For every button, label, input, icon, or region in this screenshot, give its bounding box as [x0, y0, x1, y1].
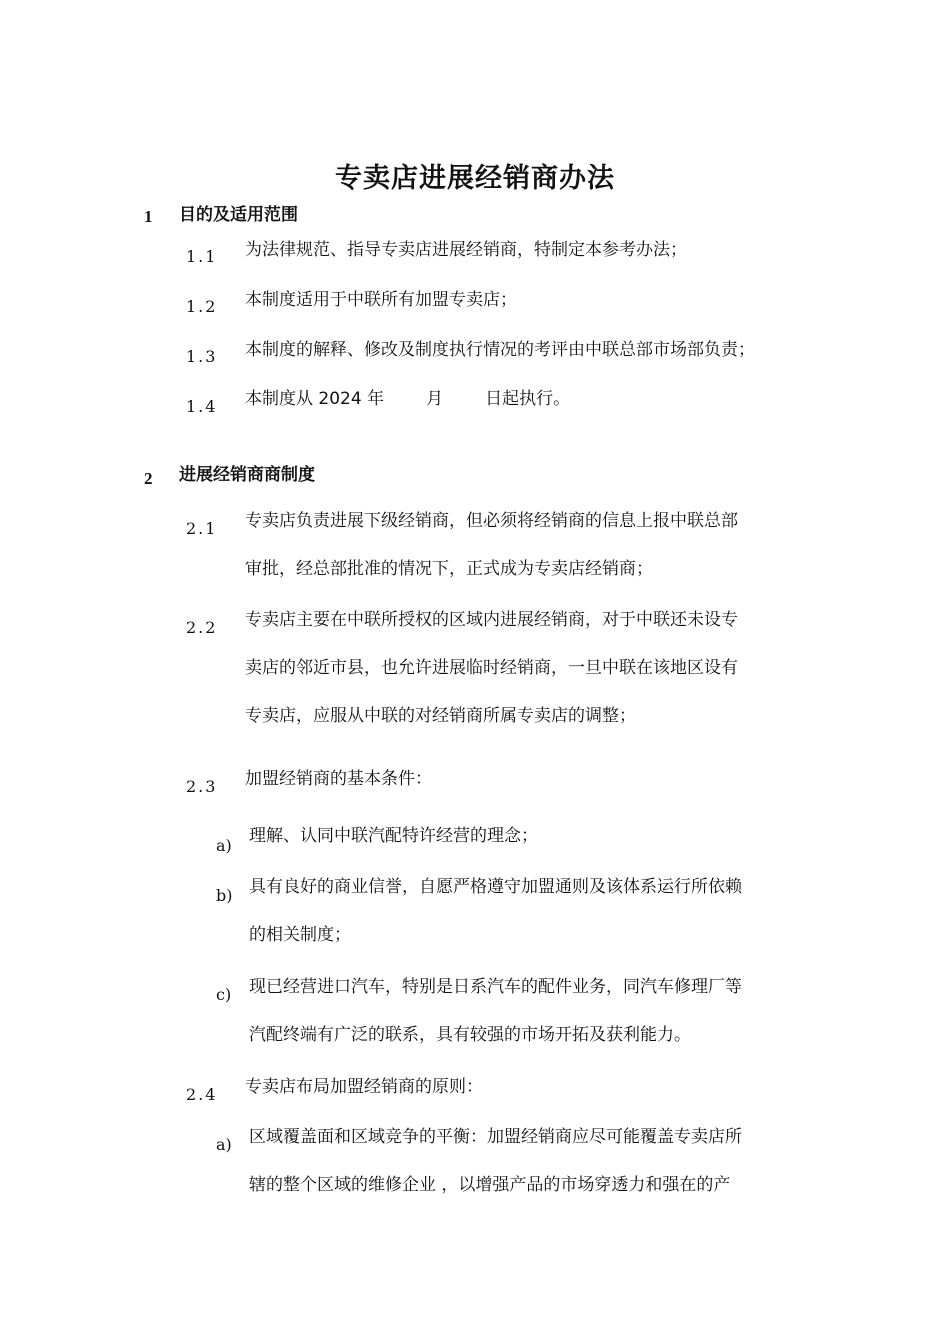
item-text: 专卖店布局加盟经销商的原则： — [245, 1077, 483, 1097]
page-title: 专卖店进展经销商办法 — [335, 163, 615, 194]
item-text: 加盟经销商的基本条件： — [245, 769, 432, 789]
sub-item-text: 具有良好的商业信誉，自愿严格遵守加盟通则及该体系运行所依赖 的相关制度； — [249, 877, 742, 945]
sub-item-letter: b) — [216, 886, 233, 905]
section-title: 目的及适用范围 — [179, 205, 298, 225]
item-number: 1.4 — [186, 397, 218, 416]
sub-item-letter: a) — [216, 836, 232, 855]
sub-item-text: 现已经营进口汽车，特别是日系汽车的配件业务，同汽车修理厂等 汽配终端有广泛的联系，具有较强的市场开拓及获利能力。 — [249, 977, 742, 1045]
item-number: 1.3 — [186, 347, 218, 366]
item-number: 1.1 — [186, 247, 218, 266]
item-number: 2.3 — [186, 777, 218, 796]
item-text: 专卖店负责进展下级经销商，但必须将经销商的信息上报中联总部 审批，经总部批准的情况下，正式成为专卖店经销商； — [245, 511, 738, 579]
item-text: 本制度从 2024 年 月 日起执行。 — [245, 389, 571, 409]
sub-item-letter: c) — [216, 985, 232, 1004]
section-title: 进展经销商商制度 — [179, 465, 315, 485]
item-text: 为法律规范、指导专卖店进展经销商，特制定本参考办法； — [245, 240, 687, 260]
item-text: 专卖店主要在中联所授权的区域内进展经销商，对于中联还未设专 卖店的邻近市县，也允许进展临时经销商，一旦中联在该地区设有 专卖店，应服从中联的对经销商所属专卖店的调整； — [245, 610, 738, 726]
section-number: 1 — [144, 207, 153, 226]
sub-item-text: 理解、认同中联汽配特许经营的理念； — [249, 826, 538, 846]
item-number: 1.2 — [186, 297, 218, 316]
item-number: 2.1 — [186, 519, 218, 538]
section-number: 2 — [144, 469, 153, 488]
item-text: 本制度适用于中联所有加盟专卖店； — [245, 290, 517, 310]
item-text: 本制度的解释、修改及制度执行情况的考评由中联总部市场部负责； — [245, 340, 755, 360]
item-number: 2.2 — [186, 618, 218, 637]
item-number: 2.4 — [186, 1085, 218, 1104]
sub-item-letter: a) — [216, 1135, 232, 1154]
sub-item-text: 区域覆盖面和区域竞争的平衡：加盟经销商应尽可能覆盖专卖店所 辖的整个区域的维修企业 ，以增强产品的市场穿透力和强在的产 — [249, 1127, 742, 1195]
